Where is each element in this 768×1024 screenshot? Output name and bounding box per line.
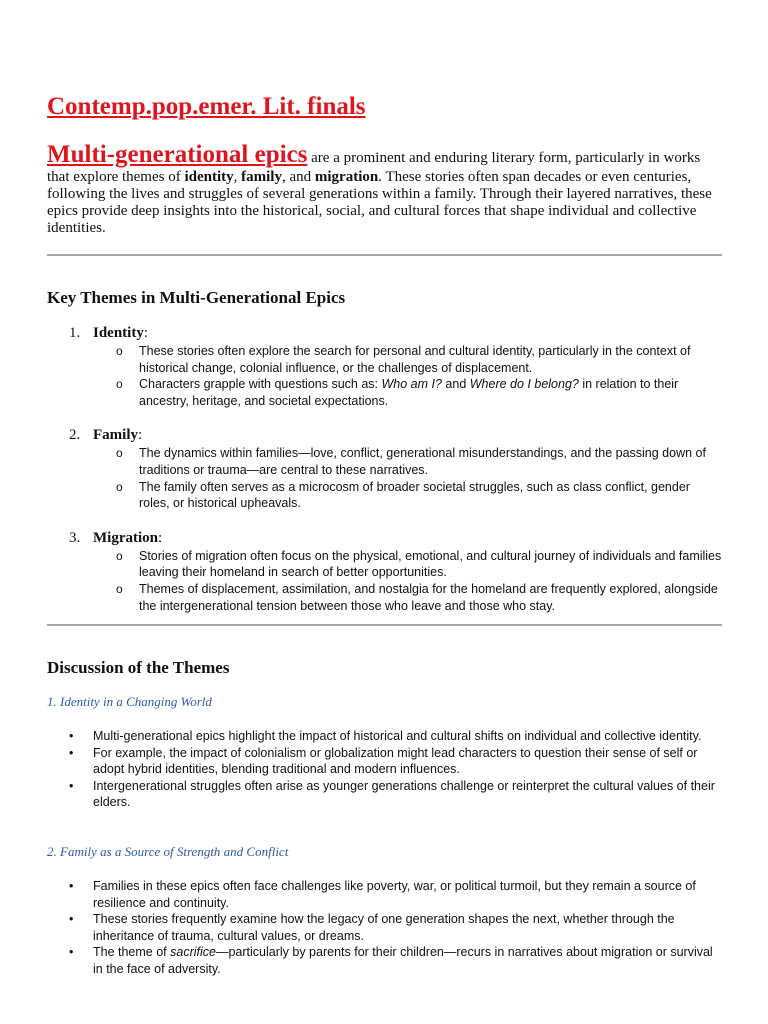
- sub-marker: o: [116, 446, 123, 461]
- section-divider: [47, 254, 722, 256]
- sub-item: [47, 581, 722, 614]
- intro-bold-identity: identity: [184, 169, 234, 185]
- theme-item-migration: [47, 528, 722, 614]
- theme-item-family: [47, 425, 722, 511]
- sub-item: [47, 376, 722, 409]
- discussion-heading: Discussion of the Themes: [47, 658, 230, 677]
- list-item: [47, 745, 722, 778]
- bullet-marker: •: [69, 945, 74, 960]
- intro-text: . These stories often span decades or even centuries, following the lives and struggles of several generations within a family. Through their layered narratives, these epics provide deep insights into the historical, social, and cultural forces that shape individual and collective identities.: [47, 169, 712, 236]
- intro-term: Multi-generational epics: [47, 141, 308, 168]
- list-item-text: For example, the impact of colonialism or globalization might lead characters to question their sense of self or adopt hybrid identities, blending traditional and modern influences.: [93, 745, 698, 777]
- theme-colon: :: [138, 427, 143, 444]
- sub-marker: o: [116, 377, 123, 392]
- theme-name: Identity: [93, 325, 144, 341]
- theme-number: 3.: [69, 529, 81, 546]
- bullet-marker: •: [69, 778, 74, 793]
- sub-item-italic: Where do I belong?: [469, 377, 579, 392]
- key-themes-list: [47, 323, 722, 630]
- sub-item: [47, 445, 722, 478]
- sub-item-text: Themes of displacement, assimilation, and nostalgia for the homeland are frequently explored, alongside the intergenerational tension between those who leave and those who stay.: [139, 581, 718, 613]
- sub-item: [47, 548, 722, 581]
- intro-bold-family: family: [241, 169, 282, 185]
- sub-item: [47, 343, 722, 376]
- theme-number: 2.: [69, 427, 81, 444]
- sub-item-text: in relation to their ancestry, heritage, and societal expectations.: [139, 377, 679, 408]
- section-divider: [47, 624, 722, 626]
- discussion-list: [47, 878, 722, 978]
- sub-item-italic: Who am I?: [381, 377, 442, 392]
- sub-item-text: The family often serves as a microcosm of broader societal struggles, such as class conflict, gender roles, or historical upheavals.: [139, 479, 690, 511]
- bullet-marker: •: [69, 745, 74, 760]
- theme-sublist: [47, 343, 722, 409]
- theme-sublist: [47, 548, 722, 614]
- sub-item-text: Characters grapple with questions such as:: [139, 377, 382, 392]
- list-item-text: These stories frequently examine how the legacy of one generation shapes the next, whether through the inheritance of trauma, cultural values, or dreams.: [93, 912, 675, 943]
- sub-marker: o: [116, 344, 123, 358]
- sub-item-text: These stories often explore the search for personal and cultural identity, particularly in the context of historical change, colonial influence, or the challenges of displacement.: [139, 344, 691, 375]
- list-item: [47, 911, 722, 944]
- theme-number: 1.: [69, 325, 81, 341]
- sub-item-text: Stories of migration often focus on the physical, emotional, and cultural journey of individuals and families leaving their homeland in search of better opportunities.: [139, 548, 722, 580]
- list-item-text: Families in these epics often face challenges like poverty, war, or political turmoil, but they remain a source of resilience and continuity.: [93, 879, 696, 910]
- list-item-italic: sacrifice: [170, 945, 216, 960]
- sub-item-text: The dynamics within families—love, conflict, generational misunderstandings, and the passing down of traditions or trauma—are central to these narratives.: [139, 446, 706, 477]
- theme-item-identity: [47, 323, 722, 409]
- sub-marker: o: [116, 479, 123, 494]
- discussion-list: [47, 728, 722, 811]
- intro-text: are a prominent and enduring literary form, particularly in works that explore themes of: [47, 150, 701, 185]
- intro-text: ,: [233, 169, 238, 185]
- list-item-text: —particularly by parents for their children—recurs in narratives about migration or survival in the face of adversity.: [93, 945, 713, 976]
- intro-text: , and: [281, 169, 312, 185]
- sub-item-text: and: [441, 377, 470, 392]
- list-item-text: The theme of: [93, 945, 171, 960]
- key-themes-heading: Key Themes in Multi-Generational Epics: [47, 288, 346, 307]
- theme-colon: :: [158, 529, 163, 546]
- list-item-text: Multi-generational epics highlight the impact of historical and cultural shifts on individual and collective identity.: [93, 729, 702, 743]
- theme-colon: :: [143, 325, 149, 341]
- list-item: [47, 728, 722, 745]
- discussion-subheading: 2. Family as a Source of Strength and Conflict: [47, 844, 289, 859]
- list-item: [47, 878, 722, 911]
- list-item: [47, 778, 722, 811]
- intro-paragraph: [47, 141, 722, 237]
- list-item-text: Intergenerational struggles often arise as younger generations challenge or reinterpret the cultural values of their elders.: [93, 778, 715, 810]
- intro-bold-migration: migration: [314, 169, 379, 185]
- document-title: Contemp.pop.emer. Lit. finals: [47, 93, 366, 120]
- sub-marker: o: [116, 581, 123, 596]
- list-item: [47, 944, 722, 977]
- theme-sublist: [47, 445, 722, 511]
- theme-name: Migration: [93, 529, 158, 546]
- sub-item: [47, 479, 722, 512]
- bullet-marker: •: [69, 912, 74, 927]
- sub-marker: o: [116, 548, 123, 563]
- bullet-marker: •: [69, 729, 74, 743]
- bullet-marker: •: [69, 879, 74, 893]
- theme-name: Family: [93, 427, 138, 444]
- discussion-subheading: 1. Identity in a Changing World: [47, 694, 212, 709]
